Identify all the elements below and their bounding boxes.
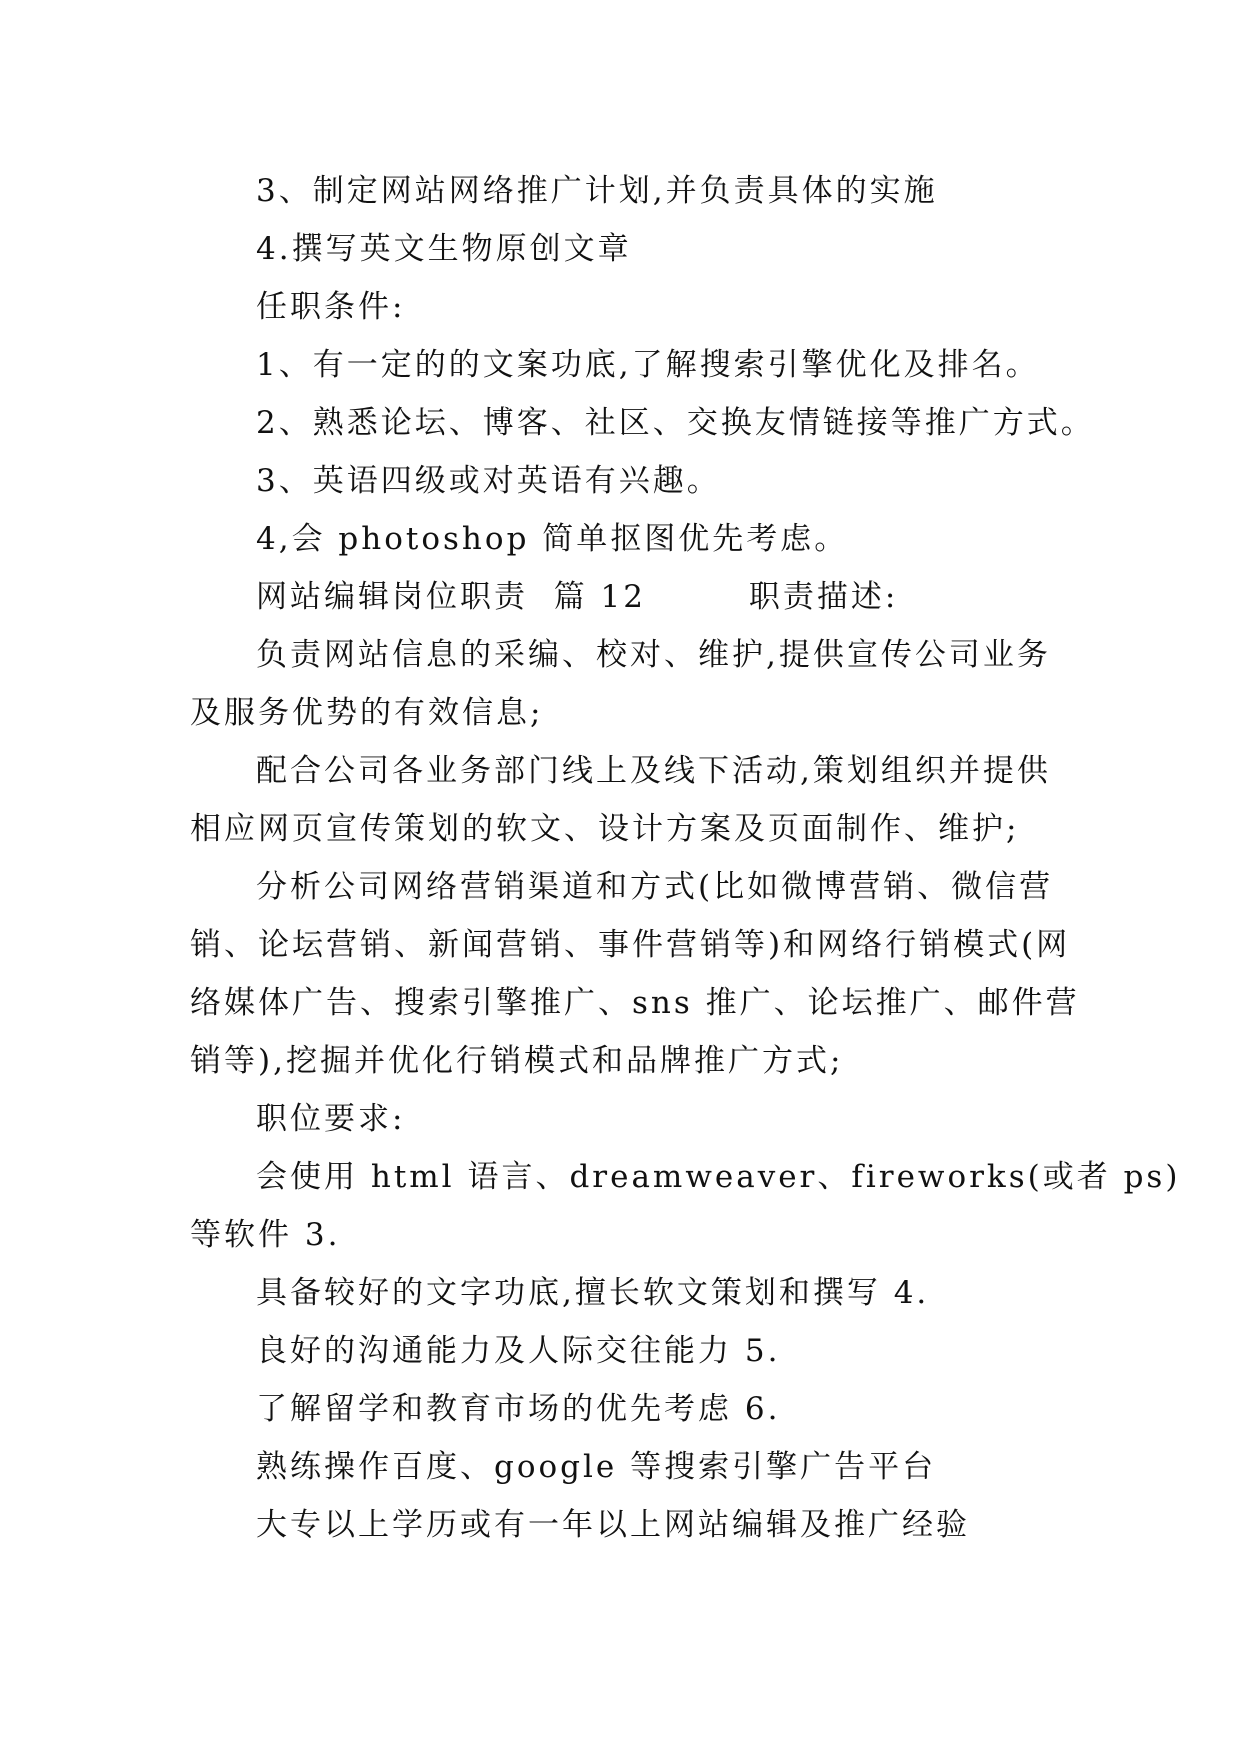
text-line: 销等),挖掘并优化行销模式和品牌推广方式; (190, 1043, 844, 1079)
text-line: 4.撰写英文生物原创文章 (256, 231, 632, 267)
text-line: 会使用 html 语言、dreamweaver、fireworks(或者 ps) (256, 1159, 1181, 1195)
section-heading: 网站编辑岗位职责 篇 12 职责描述: (256, 579, 899, 615)
text-line: 销、论坛营销、新闻营销、事件营销等)和网络行销模式(网 (190, 927, 1071, 963)
text-line: 大专以上学历或有一年以上网站编辑及推广经验 (256, 1507, 970, 1543)
section-heading: 职位要求: (256, 1101, 406, 1137)
text-line: 配合公司各业务部门线上及线下活动,策划组织并提供 (256, 753, 1051, 789)
text-line: 具备较好的文字功底,擅长软文策划和撰写 4. (256, 1275, 930, 1311)
text-line: 负责网站信息的采编、校对、维护,提供宣传公司业务 (256, 637, 1051, 673)
text-line: 分析公司网络营销渠道和方式(比如微博营销、微信营 (256, 869, 1054, 905)
text-line: 2、熟悉论坛、博客、社区、交换友情链接等推广方式。 (256, 405, 1095, 441)
document-body (190, 162, 1181, 1554)
text-line: 等软件 3. (190, 1217, 341, 1253)
text-line: 相应网页宣传策划的软文、设计方案及页面制作、维护; (190, 811, 1020, 847)
text-line: 1、有一定的的文案功底,了解搜索引擎优化及排名。 (256, 347, 1040, 383)
text-line: 3、制定网站网络推广计划,并负责具体的实施 (256, 173, 938, 209)
text-line: 熟练操作百度、google 等搜索引擎广告平台 (256, 1449, 937, 1485)
section-heading: 任职条件: (256, 289, 406, 325)
text-line: 及服务优势的有效信息; (190, 695, 544, 731)
text-line: 络媒体广告、搜索引擎推广、sns 推广、论坛推广、邮件营 (190, 985, 1080, 1021)
text-line: 良好的沟通能力及人际交往能力 5. (256, 1333, 781, 1369)
text-line: 4,会 photoshop 简单抠图优先考虑。 (256, 521, 849, 557)
text-line: 3、英语四级或对英语有兴趣。 (256, 463, 721, 499)
text-line: 了解留学和教育市场的优先考虑 6. (256, 1391, 781, 1427)
